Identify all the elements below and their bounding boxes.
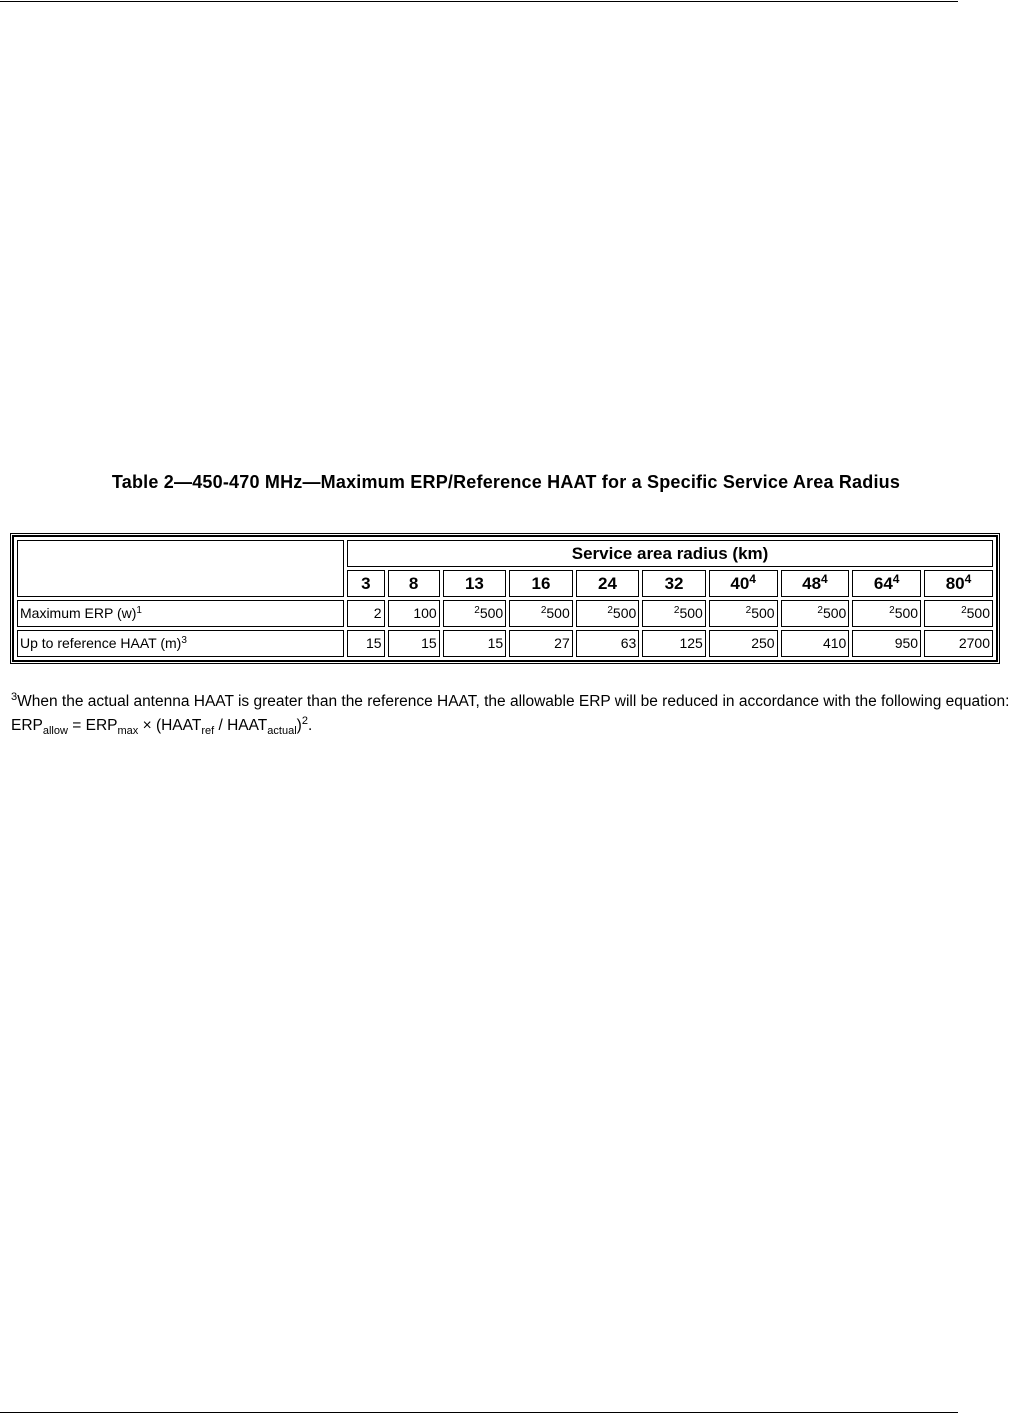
footnote-ref: 4 (892, 572, 900, 586)
column-header: $64^4$ (852, 570, 921, 597)
table-row-reference-haat (17, 630, 993, 657)
table-cell: 27 (509, 630, 573, 657)
table-cell: $^2$500 (576, 600, 640, 627)
table-cell: 15 (347, 630, 385, 657)
column-header: 3 (347, 570, 385, 597)
footnote-ref: 3 (181, 635, 187, 646)
footnote-ref: 2 (474, 605, 480, 616)
footnote-ref: 2 (607, 605, 613, 616)
table-cell: 410 (781, 630, 850, 657)
table-cell: $^2$500 (443, 600, 507, 627)
table-cell: 125 (642, 630, 706, 657)
table-cell: $^2$500 (642, 600, 706, 627)
bottom-rule (0, 1412, 958, 1413)
footnote-ref: 1 (136, 605, 142, 616)
top-rule (0, 1, 958, 2)
column-header: 8 (388, 570, 440, 597)
table-cell: $^2$500 (709, 600, 778, 627)
footnote-ref: 2 (673, 605, 680, 616)
footnote-ref: 2 (889, 605, 895, 616)
column-header: $80^4$ (924, 570, 993, 597)
table-cell: 2 (347, 600, 385, 627)
column-header: 32 (642, 570, 706, 597)
column-header: $40^4$ (709, 570, 778, 597)
table-cell: $^2$500 (924, 600, 993, 627)
footnote-3 (11, 690, 1031, 738)
table-cell: 250 (709, 630, 778, 657)
footnote-ref: 4 (821, 572, 828, 586)
footnote-ref: 2 (817, 605, 823, 616)
footnote-ref: 2 (745, 605, 752, 616)
table-cell: 100 (388, 600, 440, 627)
empty-corner-cell (17, 540, 344, 597)
column-header: 13 (443, 570, 507, 597)
table-cell: 2700 (924, 630, 993, 657)
service-area-radius-header: Service area radius (km) (347, 540, 993, 567)
table-cell: 15 (388, 630, 440, 657)
row-label: Up to reference HAAT $(m)^3$ (17, 630, 344, 657)
table-cell: $^2$500 (852, 600, 921, 627)
table-cell: 63 (576, 630, 640, 657)
column-header: 16 (509, 570, 573, 597)
footnote-ref: 4 (964, 572, 972, 586)
table-cell: $^2$500 (509, 600, 573, 627)
table-cell: 950 (852, 630, 921, 657)
table-row-max-erp (17, 600, 993, 627)
header-row-group (17, 540, 993, 567)
table-title: Table 2—450-470 MHz—Maximum ERP/Reference HAAT for a Specific Service Area Radius (111, 472, 901, 492)
column-header: 24 (576, 570, 640, 597)
footnote-text: When the actual antenna HAAT is greater than the reference HAAT, the allowable ERP will be reduced in accordance with the following equation: (17, 693, 1010, 710)
footnote-ref: 4 (749, 572, 756, 586)
column-header: $48^4$ (781, 570, 850, 597)
footnote-ref: 2 (540, 605, 547, 616)
equation: $ERP_{allow} = ERP_{max}$ × ($HAAT_{ref}$ / $HAAT_{actual})^2$. (11, 715, 313, 737)
table-cell: $^2$500 (781, 600, 850, 627)
table-cell: 15 (443, 630, 507, 657)
footnote-marker: 3 (11, 691, 18, 703)
erp-haat-table (12, 535, 998, 662)
row-label: Maximum ERP $(w)^1$ (17, 600, 344, 627)
footnote-ref: 2 (961, 605, 967, 616)
